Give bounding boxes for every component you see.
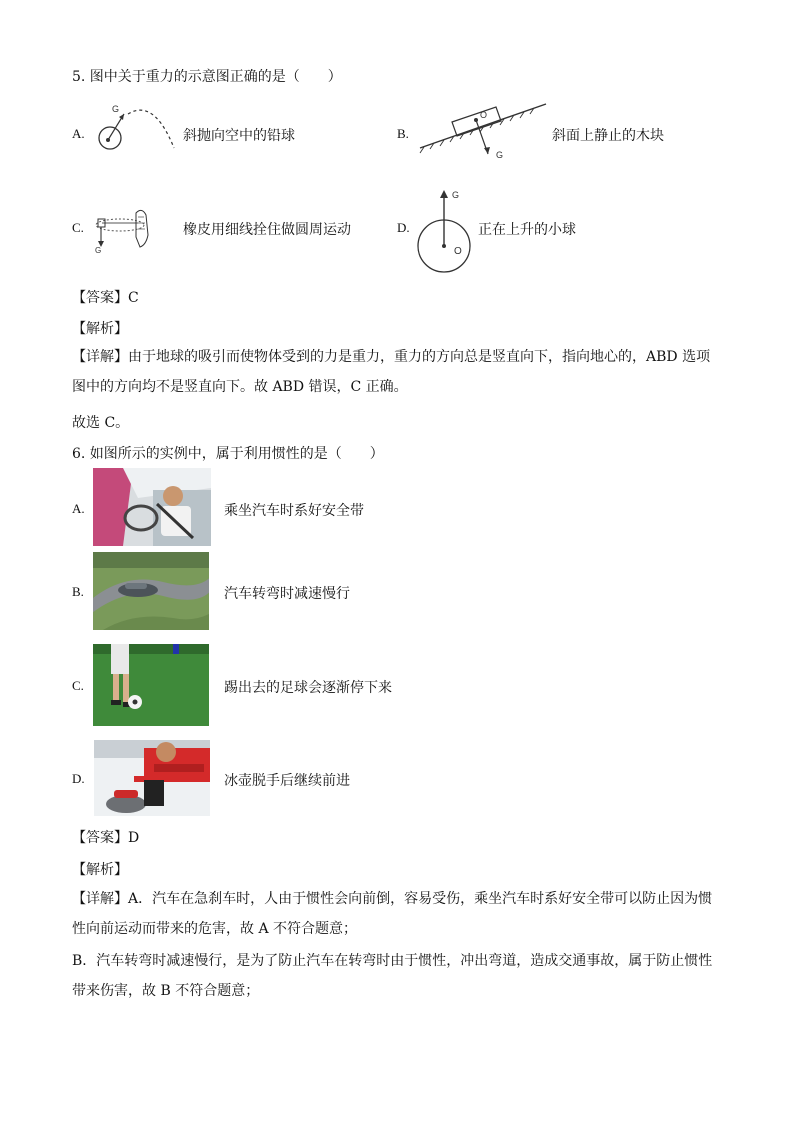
q5-option-b-letter: B. [397,126,409,141]
q6-option-b-caption: 汽车转弯时减速慢行 [224,586,350,602]
q6-option-a-letter: A. [72,501,85,516]
q6-option-b-letter: B. [72,584,84,599]
seatbelt-photo [93,468,211,546]
q5-option-d-letter: D. [397,220,410,235]
q6-option-c-caption: 踢出去的足球会逐渐停下来 [224,680,392,696]
g-label: G [112,104,120,114]
q5-option-a-letter: A. [72,126,85,141]
q6-option-d-caption: 冰壶脱手后继续前进 [224,773,350,789]
shot-put-figure [92,100,182,160]
g-label: G [452,190,460,200]
q6-option-a-caption: 乘坐汽车时系好安全带 [224,503,364,519]
q6-detail-a: 【详解】A．汽车在急刹车时，人由于惯性会向前倒，容易受伤，乘坐汽车时系好安全带可以防止因为惯性向前运动而带来的危害，故 A 不符合题意； [72,891,713,937]
rising-ball-figure [416,184,476,276]
question-5-stem: 5. 图中关于重力的示意图正确的是（ ） [72,69,342,85]
q5-option-a-caption: 斜抛向空中的铅球 [183,128,295,144]
q5-option-c-letter: C. [72,220,84,235]
q6-answer: 【答案】D [72,830,140,846]
q6-option-c-letter: C. [72,678,84,693]
o-label: O [480,110,488,120]
g-label: G [496,150,504,160]
question-6-stem: 6. 如图所示的实例中，属于利用惯性的是（ ） [72,446,384,462]
q5-answer: 【答案】C [72,290,139,306]
incline-block-figure [418,96,548,166]
q5-option-b-caption: 斜面上静止的木块 [552,128,664,144]
q5-option-c-caption: 橡皮用细线拴住做圆周运动 [183,222,351,238]
g-label: G [95,246,102,255]
q6-analysis-heading: 【解析】 [72,862,128,878]
o-label: O [454,246,462,257]
football-photo [93,644,209,726]
q5-analysis-heading: 【解析】 [72,321,128,337]
eraser-circular-motion-figure [92,205,172,257]
q6-detail-b: B．汽车转弯时减速慢行，是为了防止汽车在转弯时由于惯性，冲出弯道，造成交通事故，属于防止惯性带来伤害，故 B 不符合题意； [72,953,713,999]
curling-photo [94,740,210,816]
q6-option-d-letter: D. [72,771,85,786]
q5-option-d-caption: 正在上升的小球 [478,222,576,238]
q5-detail: 【详解】由于地球的吸引而使物体受到的力是重力，重力的方向总是竖直向下，指向地心的，ABD 选项图中的方向均不是竖直向下。故 ABD 错误，C 正确。 [72,349,711,395]
car-turning-photo [93,552,209,630]
q5-conclusion: 故选 C。 [72,415,130,431]
